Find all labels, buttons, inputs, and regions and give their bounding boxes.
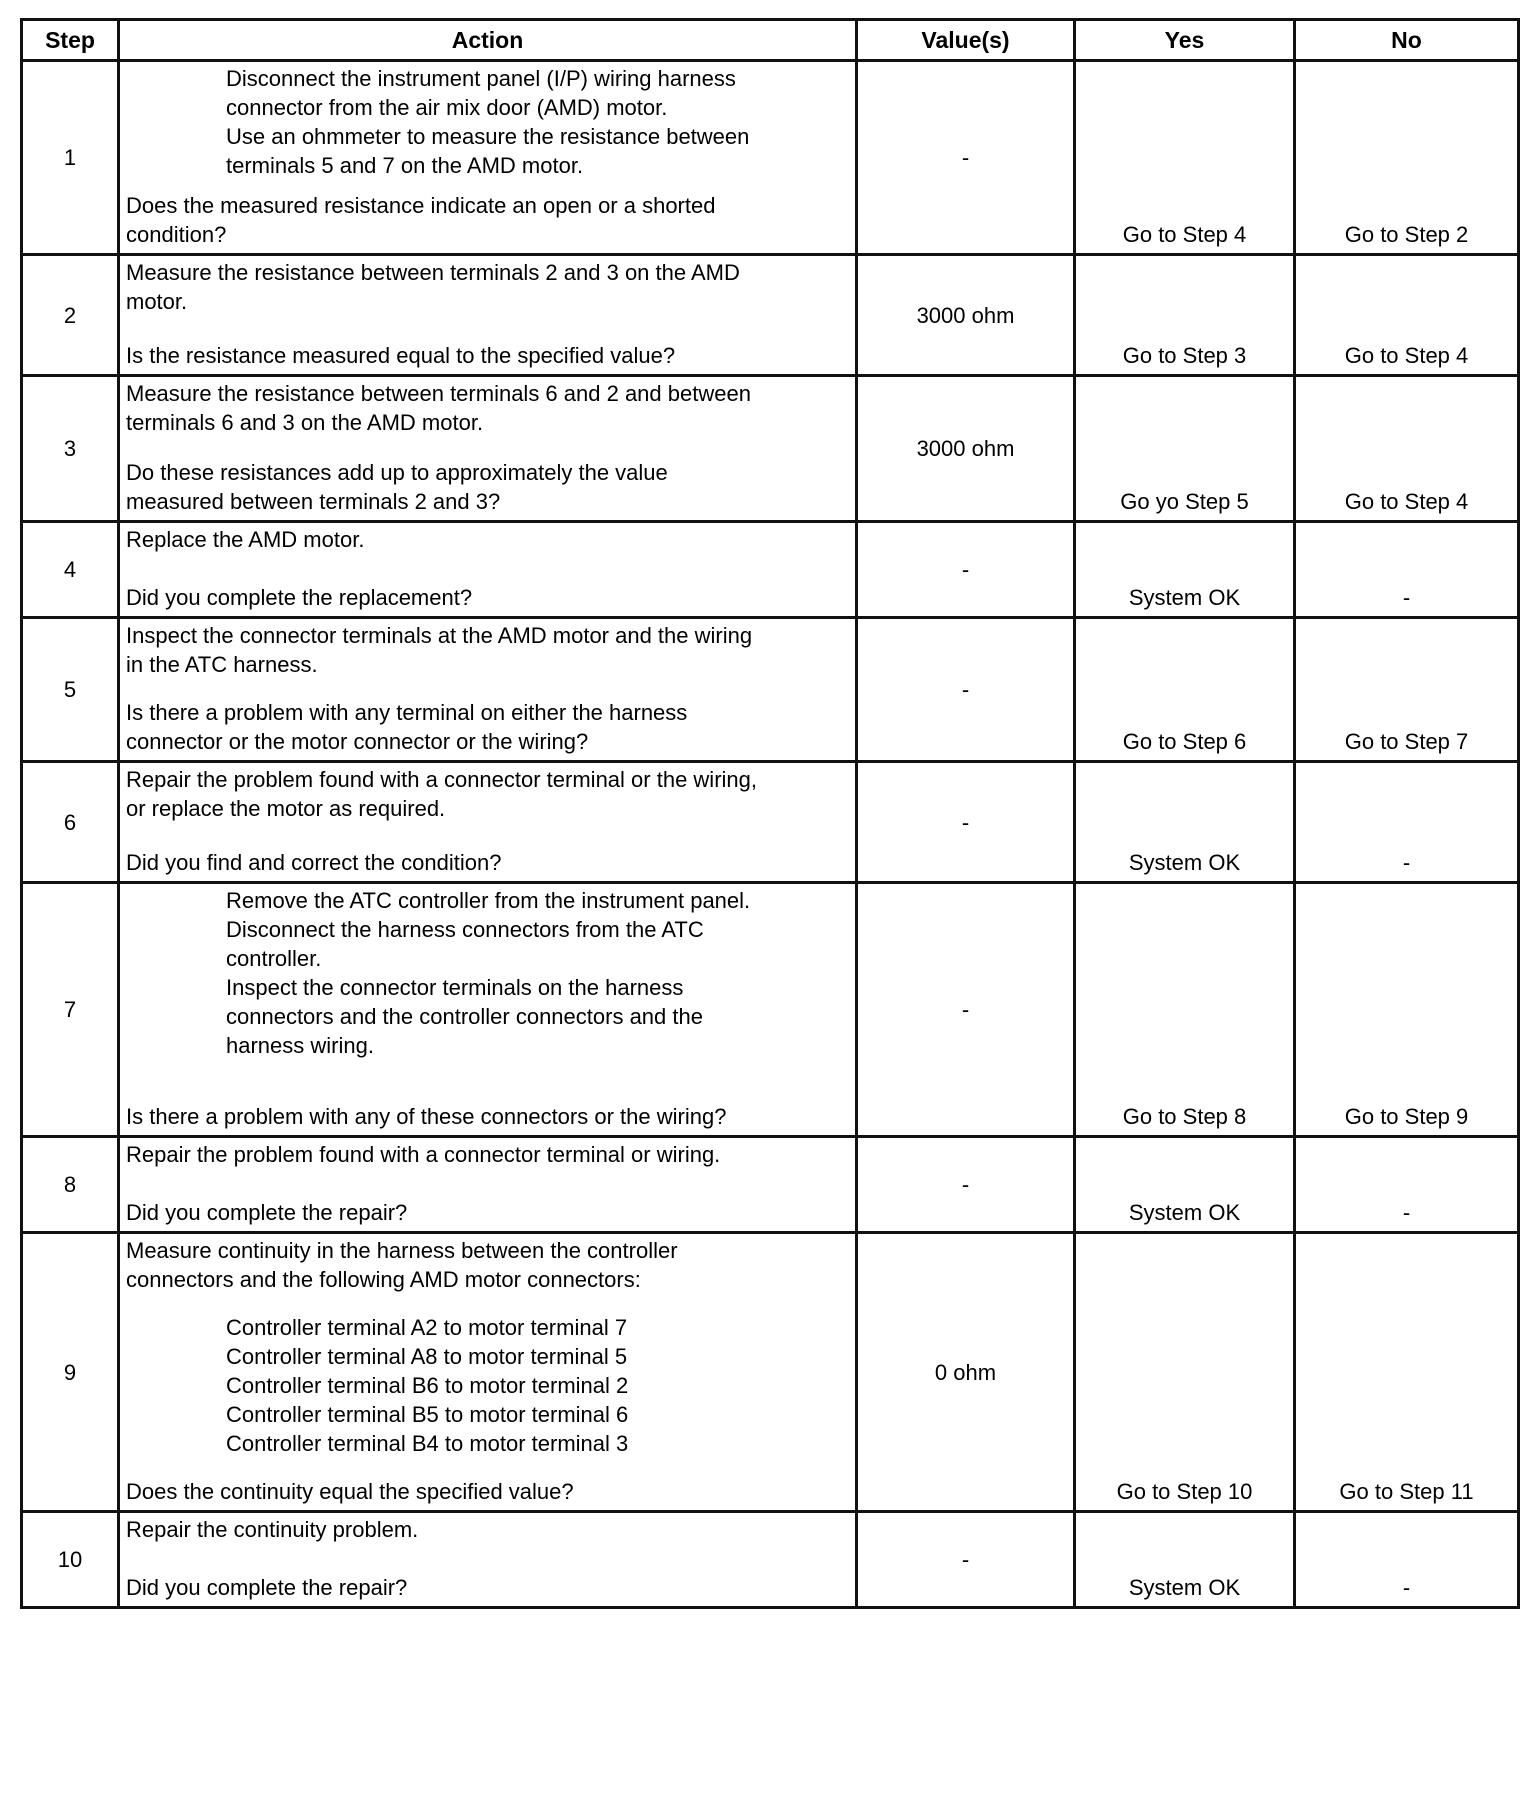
action-text — [126, 1236, 851, 1294]
question-line: connector or the motor connector or the wiring? — [126, 729, 589, 754]
action-line: Inspect the connector terminals at the AMD motor and the wiring — [126, 623, 753, 648]
action-line: Remove the ATC controller from the instrument panel. — [226, 888, 751, 913]
action-line: Measure the resistance between terminals 6 and 2 and between — [126, 381, 751, 406]
action-line: connectors and the following AMD motor connectors: — [126, 1267, 641, 1292]
table-row — [22, 1512, 1519, 1608]
yes-result: System OK — [1075, 1512, 1295, 1608]
table-row — [22, 522, 1519, 618]
question-line: Does the measured resistance indicate an open or a shorted — [126, 193, 716, 218]
action-steps — [126, 886, 851, 1060]
header-no: No — [1295, 20, 1519, 61]
action-line: Repair the problem found with a connector terminal or wiring. — [126, 1142, 721, 1167]
action-line: Disconnect the harness connectors from the ATC — [226, 917, 704, 942]
step-number: 4 — [22, 522, 119, 618]
yes-result: Go to Step 4 — [1075, 61, 1295, 255]
table-row — [22, 762, 1519, 883]
action-text — [126, 379, 851, 437]
action-line: motor. — [126, 289, 188, 314]
table-row — [22, 255, 1519, 376]
table-row — [22, 376, 1519, 522]
value-cell: - — [857, 522, 1075, 618]
question-line: Is there a problem with any terminal on either the harness — [126, 700, 688, 725]
no-result: - — [1295, 522, 1519, 618]
header-step: Step — [22, 20, 119, 61]
action-text — [126, 621, 851, 679]
value-cell: 3000 ohm — [857, 255, 1075, 376]
header-values: Value(s) — [857, 20, 1075, 61]
action-question — [126, 1573, 851, 1602]
action-line: harness wiring. — [226, 1033, 374, 1058]
action-line: terminals 5 and 7 on the AMD motor. — [226, 153, 584, 178]
action-cell — [119, 618, 857, 762]
step-number: 9 — [22, 1233, 119, 1512]
action-question — [126, 698, 851, 756]
action-line: Controller terminal B5 to motor terminal 6 — [226, 1402, 629, 1427]
no-result: Go to Step 11 — [1295, 1233, 1519, 1512]
action-cell — [119, 376, 857, 522]
action-line: in the ATC harness. — [126, 652, 318, 677]
table-row — [22, 61, 1519, 255]
step-number: 7 — [22, 883, 119, 1137]
action-cell — [119, 61, 857, 255]
no-result: Go to Step 9 — [1295, 883, 1519, 1137]
action-line: Disconnect the instrument panel (I/P) wiring harness — [226, 66, 736, 91]
question-line: Do these resistances add up to approximately the value — [126, 460, 668, 485]
no-result: Go to Step 2 — [1295, 61, 1519, 255]
action-line: controller. — [226, 946, 322, 971]
question-line: Did you complete the repair? — [126, 1200, 408, 1225]
action-line: or replace the motor as required. — [126, 796, 446, 821]
action-line: Measure the resistance between terminals 2 and 3 on the AMD — [126, 260, 740, 285]
question-line: Does the continuity equal the specified value? — [126, 1479, 574, 1504]
table-row — [22, 1137, 1519, 1233]
action-line: Measure continuity in the harness between the controller — [126, 1238, 678, 1263]
action-text — [126, 1515, 851, 1544]
question-line: Did you find and correct the condition? — [126, 850, 502, 875]
action-steps — [126, 64, 851, 180]
value-cell: - — [857, 61, 1075, 255]
action-steps — [126, 1313, 851, 1458]
action-line: Controller terminal A8 to motor terminal 5 — [226, 1344, 628, 1369]
yes-result: System OK — [1075, 522, 1295, 618]
value-cell: - — [857, 618, 1075, 762]
action-text — [126, 258, 851, 316]
yes-result: Go to Step 8 — [1075, 883, 1295, 1137]
question-line: Is there a problem with any of these connectors or the wiring? — [126, 1104, 727, 1129]
action-question — [126, 848, 851, 877]
value-cell: - — [857, 762, 1075, 883]
action-line: terminals 6 and 3 on the AMD motor. — [126, 410, 484, 435]
action-line: Repair the continuity problem. — [126, 1517, 419, 1542]
action-line: Replace the AMD motor. — [126, 527, 365, 552]
action-cell — [119, 1512, 857, 1608]
no-result: Go to Step 4 — [1295, 255, 1519, 376]
action-question — [126, 1198, 851, 1227]
no-result: - — [1295, 1512, 1519, 1608]
step-number: 2 — [22, 255, 119, 376]
header-action: Action — [119, 20, 857, 61]
action-line: Inspect the connector terminals on the harness — [226, 975, 684, 1000]
action-cell — [119, 883, 857, 1137]
action-line: Use an ohmmeter to measure the resistance between — [226, 124, 750, 149]
yes-result: System OK — [1075, 1137, 1295, 1233]
action-line: Controller terminal B4 to motor terminal 3 — [226, 1431, 629, 1456]
value-cell: 0 ohm — [857, 1233, 1075, 1512]
action-line: Controller terminal A2 to motor terminal 7 — [226, 1315, 628, 1340]
question-line: measured between terminals 2 and 3? — [126, 489, 501, 514]
action-question — [126, 583, 851, 612]
header-yes: Yes — [1075, 20, 1295, 61]
table-row — [22, 618, 1519, 762]
step-number: 6 — [22, 762, 119, 883]
action-question — [126, 458, 851, 516]
yes-result: Go yo Step 5 — [1075, 376, 1295, 522]
diagnostic-table — [20, 18, 1520, 1609]
action-text — [126, 765, 851, 823]
header-row — [22, 20, 1519, 61]
step-number: 3 — [22, 376, 119, 522]
action-question — [126, 341, 851, 370]
value-cell: - — [857, 1137, 1075, 1233]
action-text — [126, 525, 851, 554]
yes-result: Go to Step 3 — [1075, 255, 1295, 376]
table-row — [22, 1233, 1519, 1512]
action-cell — [119, 1233, 857, 1512]
action-question — [126, 1477, 851, 1506]
action-cell — [119, 255, 857, 376]
step-number: 8 — [22, 1137, 119, 1233]
no-result: - — [1295, 762, 1519, 883]
action-line: Repair the problem found with a connector terminal or the wiring, — [126, 767, 757, 792]
step-number: 1 — [22, 61, 119, 255]
yes-result: Go to Step 10 — [1075, 1233, 1295, 1512]
step-number: 10 — [22, 1512, 119, 1608]
action-text — [126, 1140, 851, 1169]
value-cell: - — [857, 1512, 1075, 1608]
yes-result: System OK — [1075, 762, 1295, 883]
table-row — [22, 883, 1519, 1137]
action-cell — [119, 522, 857, 618]
action-cell — [119, 1137, 857, 1233]
no-result: Go to Step 4 — [1295, 376, 1519, 522]
yes-result: Go to Step 6 — [1075, 618, 1295, 762]
action-line: connectors and the controller connectors and the — [226, 1004, 703, 1029]
question-line: Is the resistance measured equal to the specified value? — [126, 343, 676, 368]
action-cell — [119, 762, 857, 883]
action-line: connector from the air mix door (AMD) motor. — [226, 95, 668, 120]
value-cell: - — [857, 883, 1075, 1137]
action-question — [126, 1102, 851, 1131]
question-line: condition? — [126, 222, 227, 247]
no-result: Go to Step 7 — [1295, 618, 1519, 762]
action-question — [126, 191, 851, 249]
action-line: Controller terminal B6 to motor terminal 2 — [226, 1373, 629, 1398]
question-line: Did you complete the replacement? — [126, 585, 473, 610]
value-cell: 3000 ohm — [857, 376, 1075, 522]
no-result: - — [1295, 1137, 1519, 1233]
question-line: Did you complete the repair? — [126, 1575, 408, 1600]
step-number: 5 — [22, 618, 119, 762]
